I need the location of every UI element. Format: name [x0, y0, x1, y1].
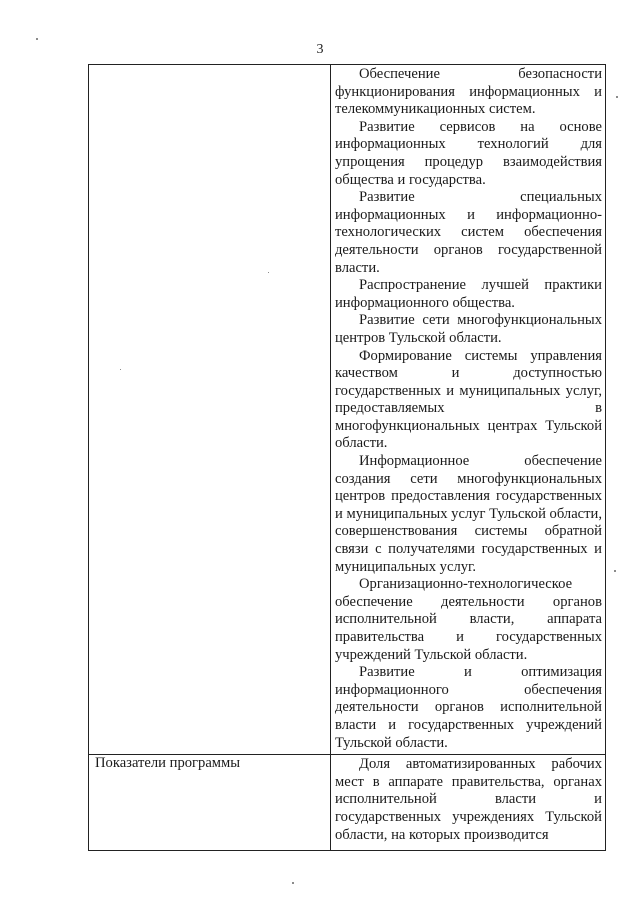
- row-content: [331, 65, 606, 755]
- scan-speck: [120, 369, 121, 370]
- paragraph: Обеспечение безопасности функционирования информационных и телекоммуникационных систем.: [335, 66, 602, 118]
- row-label: [89, 65, 331, 755]
- paragraph: Распространение лучшей практики информационного общества.: [335, 277, 602, 311]
- row-label: Показатели программы: [89, 755, 331, 851]
- scan-speck: [614, 570, 616, 572]
- table-row: [89, 755, 606, 851]
- scan-speck: [268, 272, 269, 273]
- paragraph: Развитие сервисов на основе информационных технологий для упрощения процедур взаимодействия общества и государства.: [335, 118, 602, 188]
- row-content-clip: [335, 756, 602, 848]
- scan-speck: [36, 38, 38, 40]
- paragraph: Информационное обеспечение создания сети многофункциональных центров предоставления государственных и муниципальных услуг Тульской области, совершенствования системы обратной связи с получателями государственных и муниципальных услуг.: [335, 453, 602, 575]
- paragraph: Развитие и оптимизация информационного обеспечения деятельности органов исполнительной власти и государственных учреждений Тульской области.: [335, 664, 602, 751]
- paragraph: Развитие специальных информационных и информационно-технологических систем обеспечения деятельности органов государственной власти.: [335, 189, 602, 276]
- scan-speck: [616, 96, 618, 98]
- program-passport-table: [88, 64, 606, 851]
- scan-speck: [292, 882, 294, 884]
- paragraph: Организационно-технологическое обеспечение деятельности органов исполнительной власти, аппарата правительства и государственных учреждений Тульской области.: [335, 576, 602, 663]
- table-row: [89, 65, 606, 755]
- paragraph: Формирование системы управления качеством и доступностью государственных и муниципальных услуг, предоставляемых в многофункциональных центрах Тульской области.: [335, 347, 602, 452]
- paragraph: Развитие сети многофункциональных центров Тульской области.: [335, 312, 602, 346]
- paragraph: Доля автоматизированных рабочих мест в аппарате правительства, органах исполнительной власти и государственных учреждениях Тульской области, на которых производится: [335, 756, 602, 843]
- page-number: 3: [316, 42, 324, 57]
- row-content: [331, 755, 606, 851]
